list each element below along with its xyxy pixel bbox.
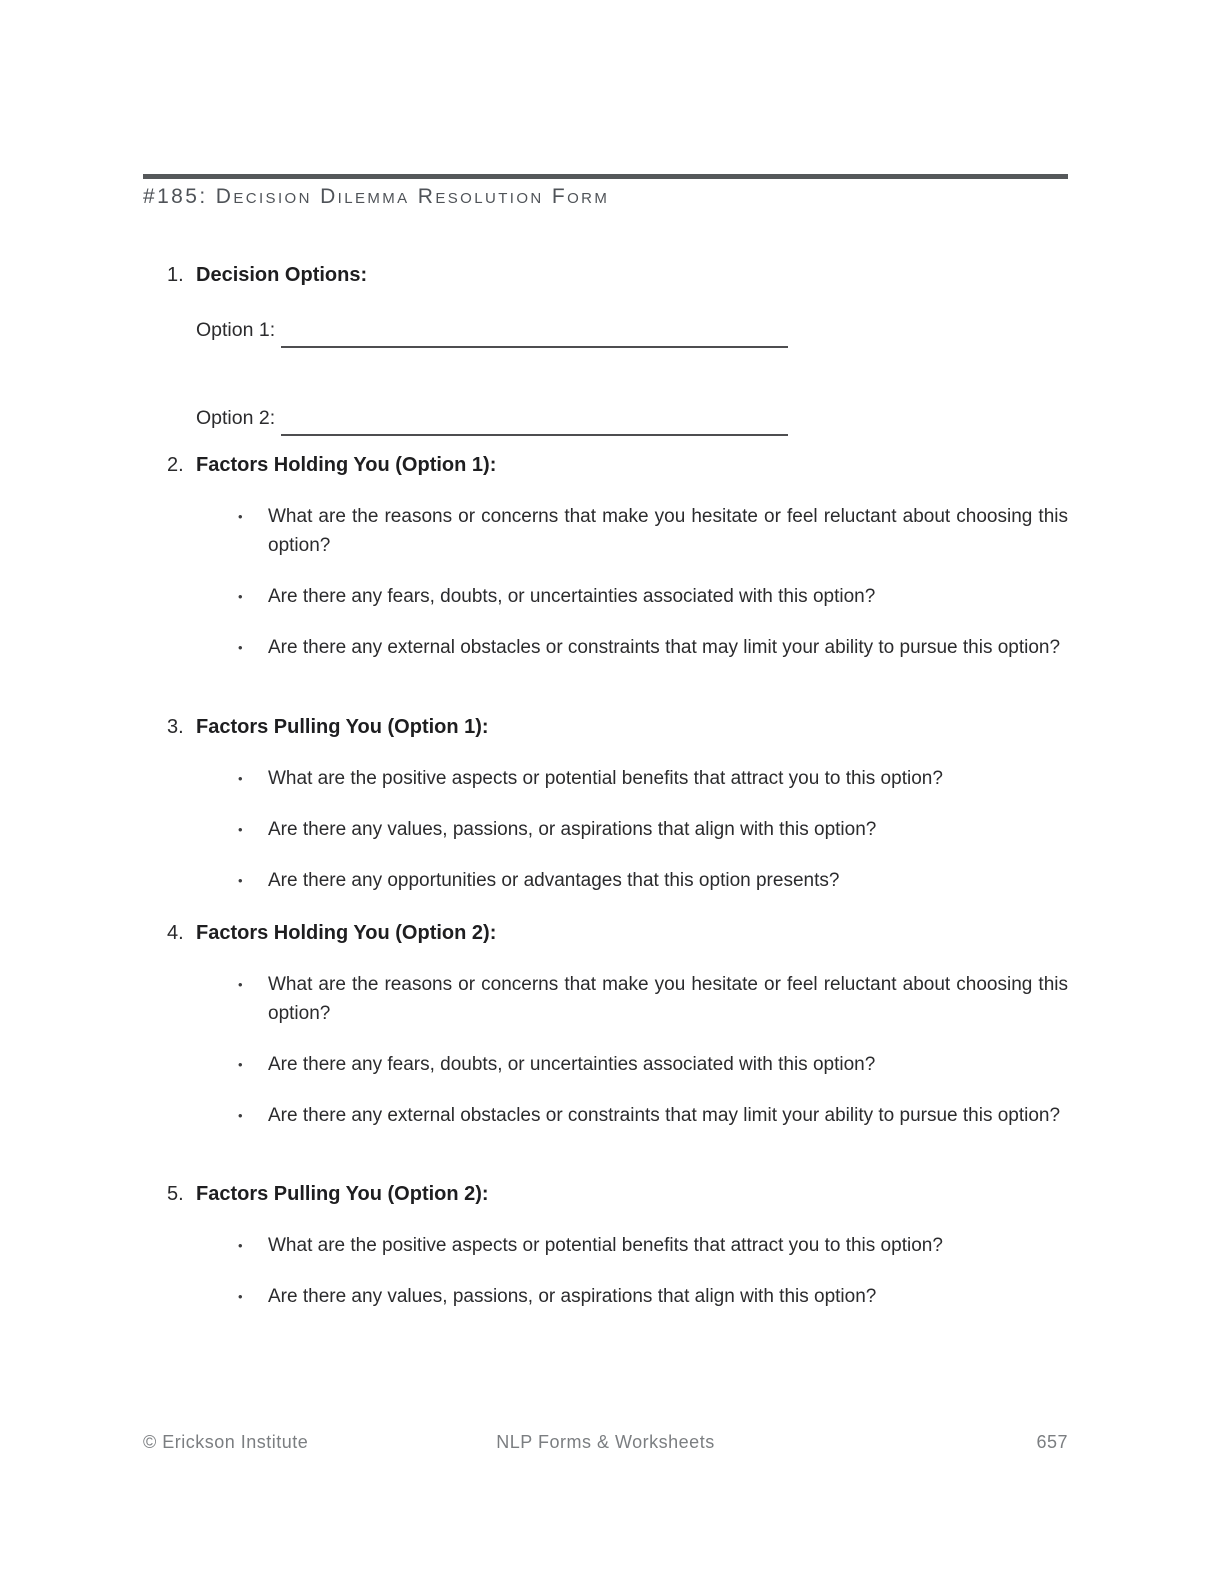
section-number: 2. (167, 454, 184, 476)
option-1-label: Option 1: (196, 319, 276, 341)
footer-copyright: © Erickson Institute (143, 1432, 309, 1452)
bullet-icon (238, 815, 268, 844)
bullet-icon (238, 502, 268, 560)
bullet-item (143, 815, 1068, 844)
bullet-item (143, 502, 1068, 560)
bullet-item (143, 1231, 1068, 1260)
page-title: #185: Decision Dilemma Resolution Form (143, 185, 610, 208)
option-2-blank-line (281, 410, 788, 436)
section-factors-pulling-option-2 (143, 1179, 1068, 1311)
bullet-text: What are the positive aspects or potential benefits that attract you to this option? (268, 1235, 943, 1256)
section-header (143, 450, 1068, 480)
option-1-field (143, 316, 1068, 348)
bullet-icon (238, 1050, 268, 1079)
section-heading: Factors Pulling You (Option 2): (196, 1183, 489, 1205)
bullet-text: Are there any external obstacles or constraints that may limit your ability to pursue this option? (268, 1105, 1061, 1126)
bullet-text: Are there any fears, doubts, or uncertainties associated with this option? (268, 1054, 876, 1075)
bullet-text: Are there any fears, doubts, or uncertainties associated with this option? (268, 586, 876, 607)
option-2-field (143, 404, 1068, 436)
footer-book-title: NLP Forms & Worksheets (496, 1432, 715, 1452)
bullet-text: Are there any opportunities or advantages that this option presents? (268, 870, 840, 891)
bullet-icon (238, 764, 268, 793)
section-header (143, 260, 1068, 290)
bullet-item (143, 633, 1068, 662)
bullet-item (143, 582, 1068, 611)
bullet-item (143, 970, 1068, 1028)
section-heading: Factors Pulling You (Option 1): (196, 716, 489, 738)
option-1-blank-line (281, 322, 788, 348)
bullet-text: Are there any values, passions, or aspirations that align with this option? (268, 819, 877, 840)
bullet-text: What are the reasons or concerns that make you hesitate or feel reluctant about choosing this option? (268, 974, 1068, 1024)
option-2-label: Option 2: (196, 407, 276, 429)
footer-page-number: 657 (1036, 1432, 1068, 1452)
section-heading: Factors Holding You (Option 1): (196, 454, 497, 476)
bullet-icon (238, 1101, 268, 1130)
bullet-item (143, 1282, 1068, 1311)
section-factors-holding-option-2 (143, 918, 1068, 1130)
bullet-text: Are there any external obstacles or constraints that may limit your ability to pursue this option? (268, 637, 1061, 658)
section-number: 4. (167, 922, 184, 944)
bullet-icon (238, 866, 268, 895)
section-number: 5. (167, 1183, 184, 1205)
bullet-item (143, 1101, 1068, 1130)
section-number: 3. (167, 716, 184, 738)
bullet-icon (238, 1231, 268, 1260)
bullet-icon (238, 1282, 268, 1311)
bullet-icon (238, 633, 268, 662)
section-header (143, 712, 1068, 742)
section-heading: Decision Options: (196, 264, 368, 286)
section-decision-options (143, 260, 1068, 436)
bullet-text: What are the positive aspects or potential benefits that attract you to this option? (268, 768, 943, 789)
section-factors-holding-option-1 (143, 450, 1068, 662)
bullet-item (143, 764, 1068, 793)
section-header (143, 1179, 1068, 1209)
bullet-text: Are there any values, passions, or aspirations that align with this option? (268, 1286, 877, 1307)
section-factors-pulling-option-1 (143, 712, 1068, 895)
bullet-item (143, 866, 1068, 895)
bullet-icon (238, 582, 268, 611)
bullet-icon (238, 970, 268, 1028)
bullet-text: What are the reasons or concerns that make you hesitate or feel reluctant about choosing this option? (268, 506, 1068, 556)
section-number: 1. (167, 264, 184, 286)
header-rule (143, 174, 1068, 179)
bullet-item (143, 1050, 1068, 1079)
section-heading: Factors Holding You (Option 2): (196, 922, 497, 944)
page-footer (143, 1430, 1068, 1454)
section-header (143, 918, 1068, 948)
